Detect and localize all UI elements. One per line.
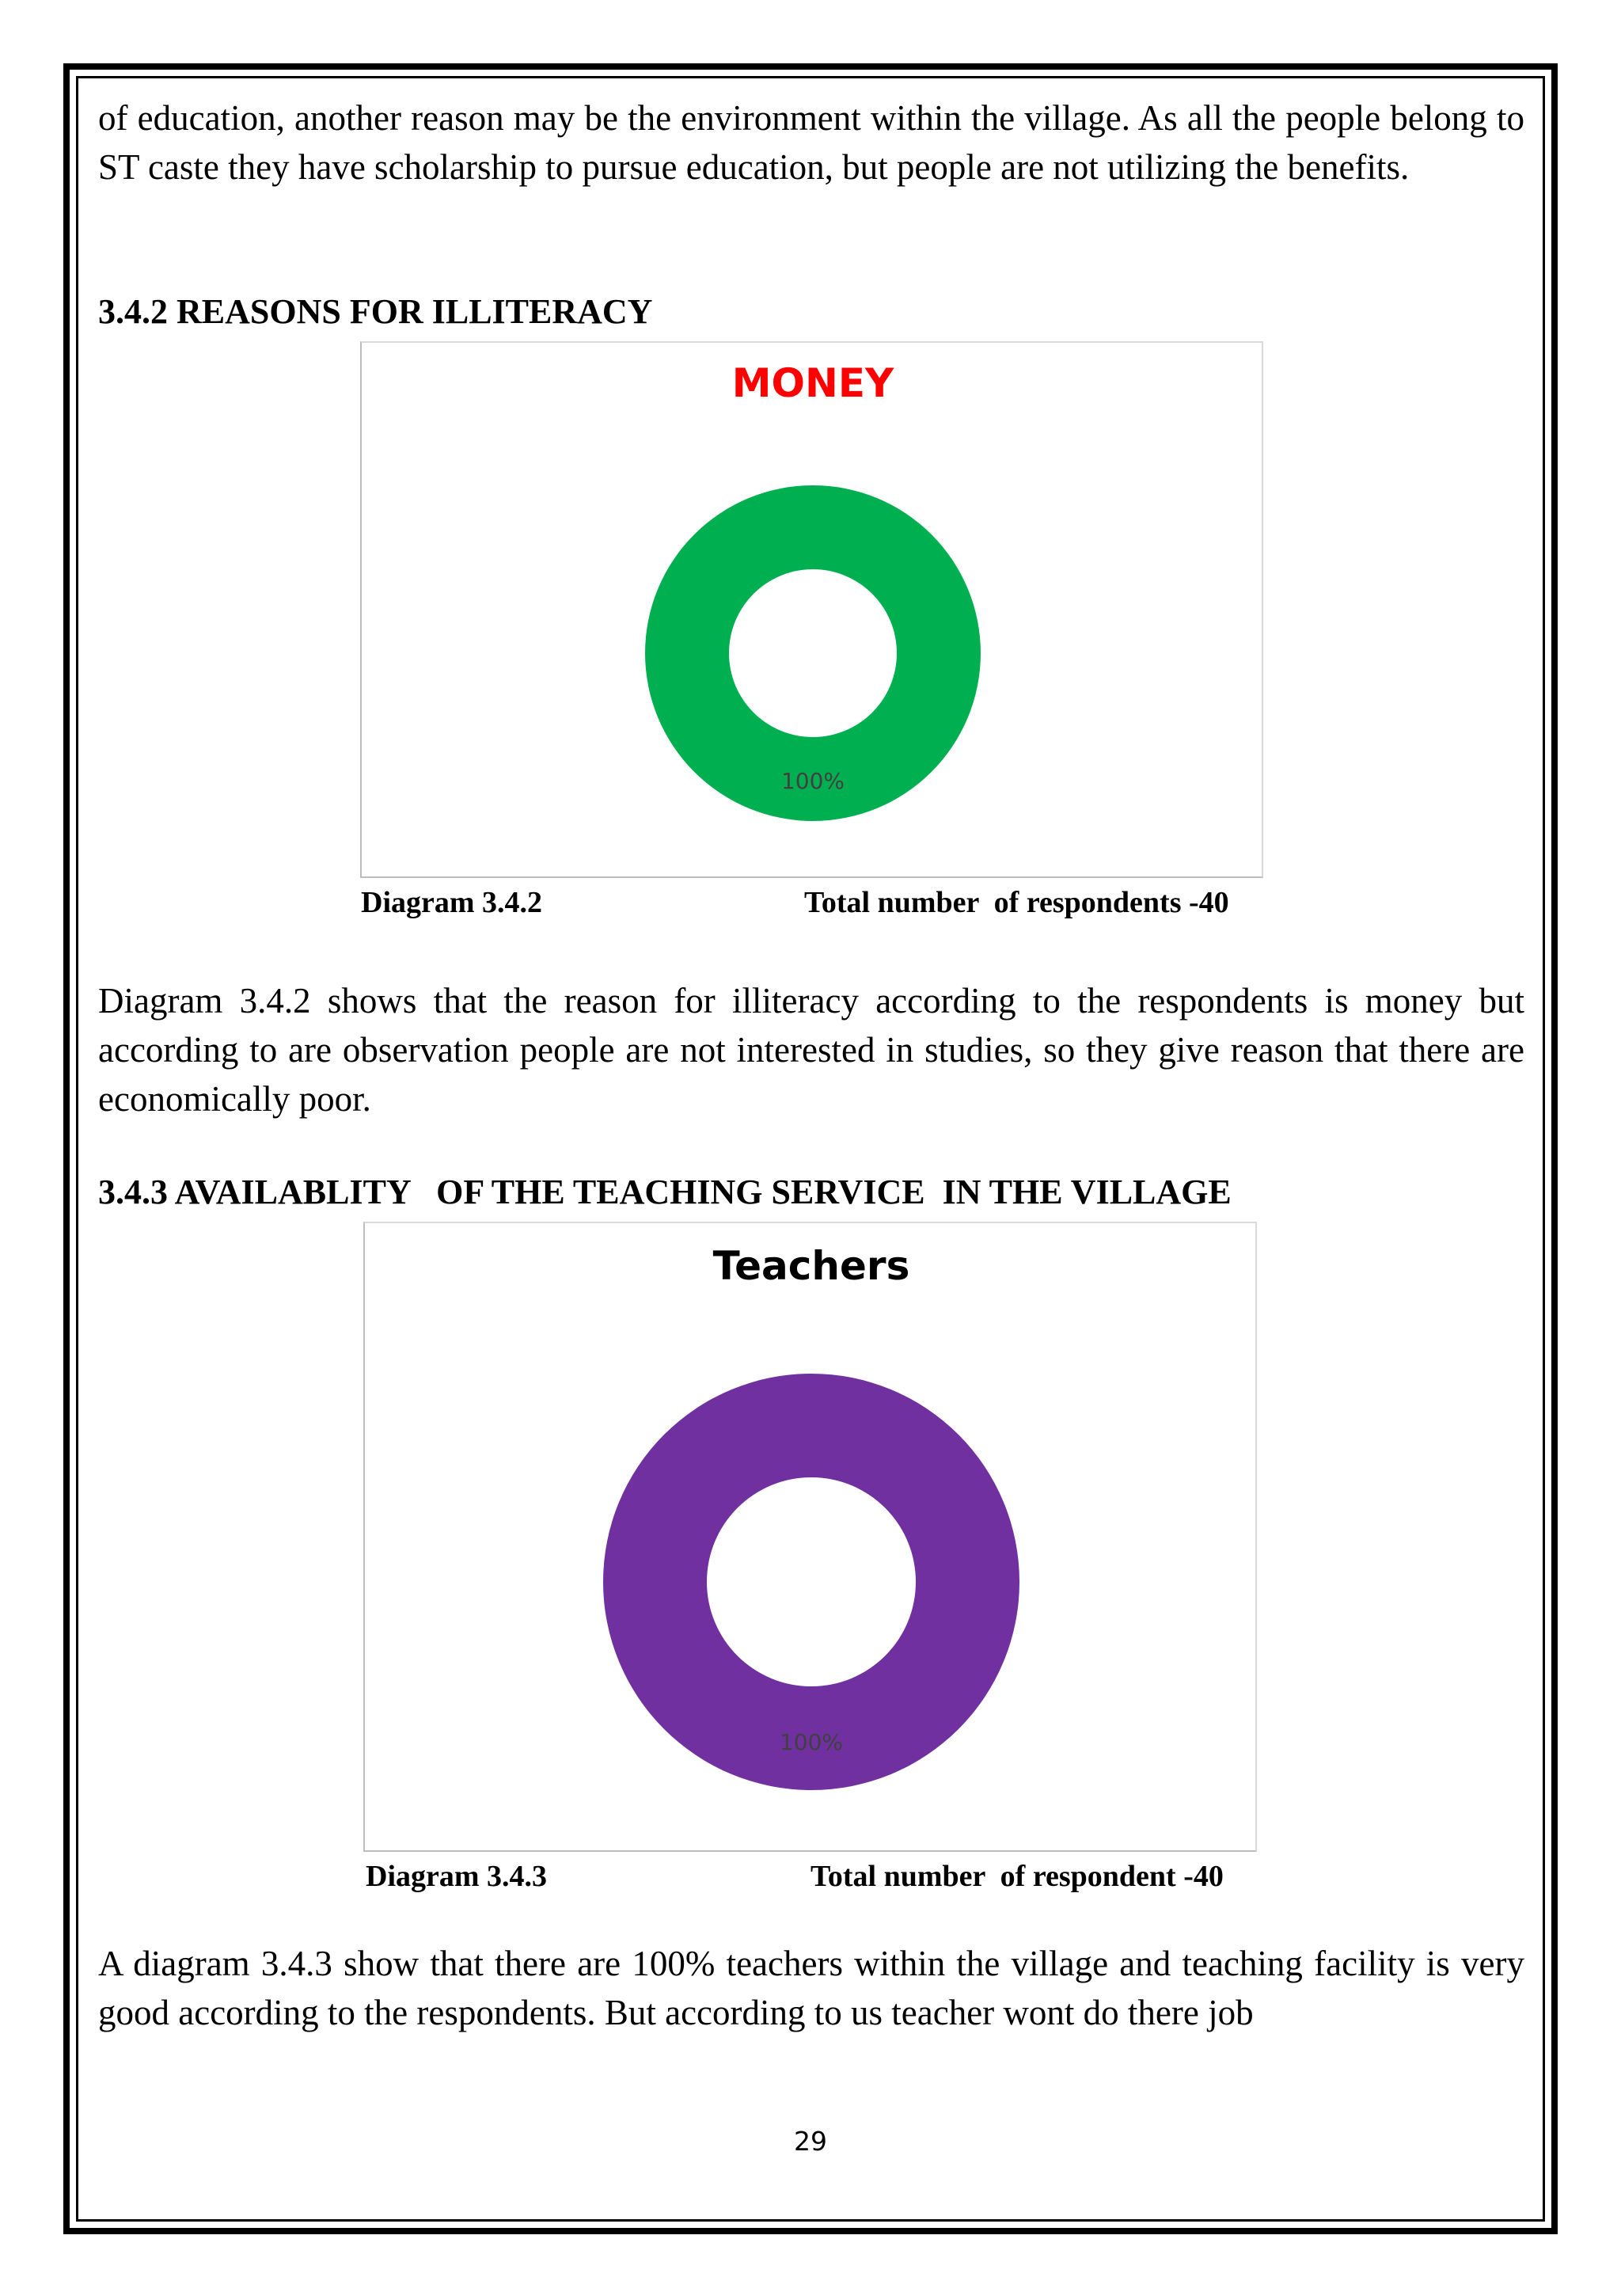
data-label: 100% <box>780 768 845 794</box>
paragraph-intro: of education, another reason may be the environment within the village. As all the people belong to ST caste they have scholarship to pursue education, but people are not utilizing the benefits. <box>98 98 1524 187</box>
chart-title: MONEY <box>731 360 894 406</box>
caption-diagram-3-4-2: Diagram 3.4.2 <box>361 886 543 919</box>
caption-respondents-3-4-3: Total number of respondent -40 <box>810 1860 1224 1893</box>
chart-title: Teachers <box>712 1243 910 1289</box>
section-heading-3-4-3: 3.4.3 AVAILABLITY OF THE TEACHING SERVICE IN THE VILLAGE <box>98 1173 1232 1211</box>
caption-diagram-3-4-3: Diagram 3.4.3 <box>366 1860 548 1893</box>
chart-money <box>360 341 1263 878</box>
chart-teachers <box>363 1222 1257 1852</box>
doughnut-slice-teachers <box>603 1374 1019 1790</box>
page-number: 29 <box>794 2126 827 2157</box>
paragraph-diagram-3-4-3: A diagram 3.4.3 show that there are 100% teachers within the village and teaching facility is very good according to the respondents. But according to us teacher wont do there job <box>98 1944 1524 2032</box>
paragraph-diagram-3-4-2: Diagram 3.4.2 shows that the reason for illiteracy according to the respondents is money but according to are observation people are not interested in studies, so they give reason that there are economically poor. <box>98 981 1524 1119</box>
data-label: 100% <box>779 1729 844 1755</box>
caption-respondents-3-4-2: Total number of respondents -40 <box>804 886 1229 919</box>
section-heading-3-4-2: 3.4.2 REASONS FOR ILLITERACY <box>98 292 653 331</box>
chart-slices <box>603 1374 1019 1790</box>
